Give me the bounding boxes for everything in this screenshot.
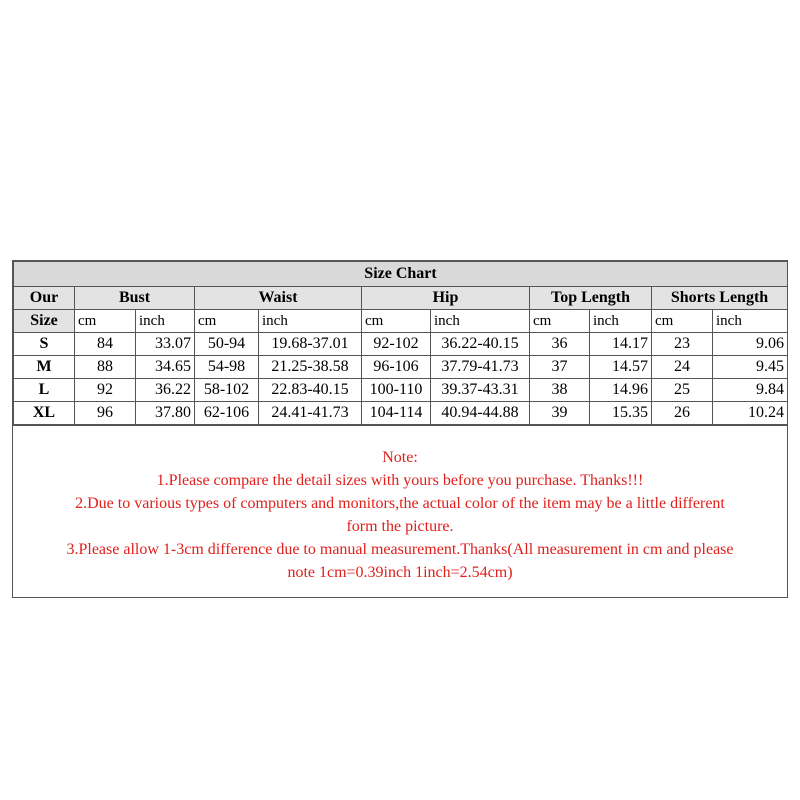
note-line: 3.Please allow 1-3cm difference due to manual measurement.Thanks(All measurement in cm and please: [66, 541, 734, 558]
size-chart: [12, 260, 788, 598]
hip-header: Hip: [362, 287, 530, 310]
table-row: [14, 379, 788, 402]
unit-header: cm: [362, 310, 431, 333]
table-cell: 62-106: [195, 402, 259, 425]
table-cell: 33.07: [136, 333, 195, 356]
table-cell: 24: [652, 356, 713, 379]
table-cell: 9.45: [713, 356, 788, 379]
table-cell: 50-94: [195, 333, 259, 356]
table-cell: 26: [652, 402, 713, 425]
shorts-length-header: Shorts Length: [652, 287, 788, 310]
chart-title: Size Chart: [14, 262, 788, 287]
table-cell: 84: [75, 333, 136, 356]
table-cell: 37.80: [136, 402, 195, 425]
table-cell: 9.06: [713, 333, 788, 356]
table-cell: 23: [652, 333, 713, 356]
table-cell: 88: [75, 356, 136, 379]
note-line: form the picture.: [346, 518, 454, 535]
unit-header: cm: [75, 310, 136, 333]
unit-header: inch: [136, 310, 195, 333]
top-length-header: Top Length: [530, 287, 652, 310]
size-label-cell: S: [14, 333, 75, 356]
unit-header: inch: [259, 310, 362, 333]
size-label-cell: M: [14, 356, 75, 379]
size-label-cell: XL: [14, 402, 75, 425]
note-line: note 1cm=0.39inch 1inch=2.54cm): [287, 564, 513, 581]
waist-header: Waist: [195, 287, 362, 310]
table-cell: 24.41-41.73: [259, 402, 362, 425]
table-cell: 21.25-38.58: [259, 356, 362, 379]
unit-header: inch: [431, 310, 530, 333]
table-cell: 96-106: [362, 356, 431, 379]
table-cell: 36.22-40.15: [431, 333, 530, 356]
table-row: [14, 402, 788, 425]
unit-header: cm: [652, 310, 713, 333]
table-cell: 39: [530, 402, 590, 425]
table-cell: 36: [530, 333, 590, 356]
our-header: Our: [14, 287, 75, 310]
table-cell: 19.68-37.01: [259, 333, 362, 356]
table-cell: 9.84: [713, 379, 788, 402]
note-block: [13, 425, 787, 584]
table-cell: 58-102: [195, 379, 259, 402]
unit-header: inch: [590, 310, 652, 333]
table-body: [14, 333, 788, 425]
table-cell: 54-98: [195, 356, 259, 379]
note-line: 1.Please compare the detail sizes with yours before you purchase. Thanks!!!: [156, 472, 644, 489]
table-cell: 37.79-41.73: [431, 356, 530, 379]
table-cell: 96: [75, 402, 136, 425]
table-cell: 40.94-44.88: [431, 402, 530, 425]
table-cell: 15.35: [590, 402, 652, 425]
table-cell: 92-102: [362, 333, 431, 356]
table-cell: 104-114: [362, 402, 431, 425]
table-cell: 14.57: [590, 356, 652, 379]
table-row: [14, 356, 788, 379]
size-table: [13, 261, 788, 425]
table-cell: 36.22: [136, 379, 195, 402]
note-heading: Note:: [382, 449, 418, 466]
unit-header: inch: [713, 310, 788, 333]
table-row: [14, 333, 788, 356]
note-line: 2.Due to various types of computers and monitors,the actual color of the item may be a little different: [75, 495, 725, 512]
table-cell: 92: [75, 379, 136, 402]
table-cell: 37: [530, 356, 590, 379]
table-cell: 100-110: [362, 379, 431, 402]
table-cell: 39.37-43.31: [431, 379, 530, 402]
table-cell: 38: [530, 379, 590, 402]
size-header: Size: [14, 310, 75, 333]
bust-header: Bust: [75, 287, 195, 310]
table-cell: 14.17: [590, 333, 652, 356]
table-cell: 25: [652, 379, 713, 402]
table-cell: 22.83-40.15: [259, 379, 362, 402]
table-cell: 14.96: [590, 379, 652, 402]
unit-header: cm: [530, 310, 590, 333]
unit-header: cm: [195, 310, 259, 333]
size-label-cell: L: [14, 379, 75, 402]
table-cell: 34.65: [136, 356, 195, 379]
table-cell: 10.24: [713, 402, 788, 425]
